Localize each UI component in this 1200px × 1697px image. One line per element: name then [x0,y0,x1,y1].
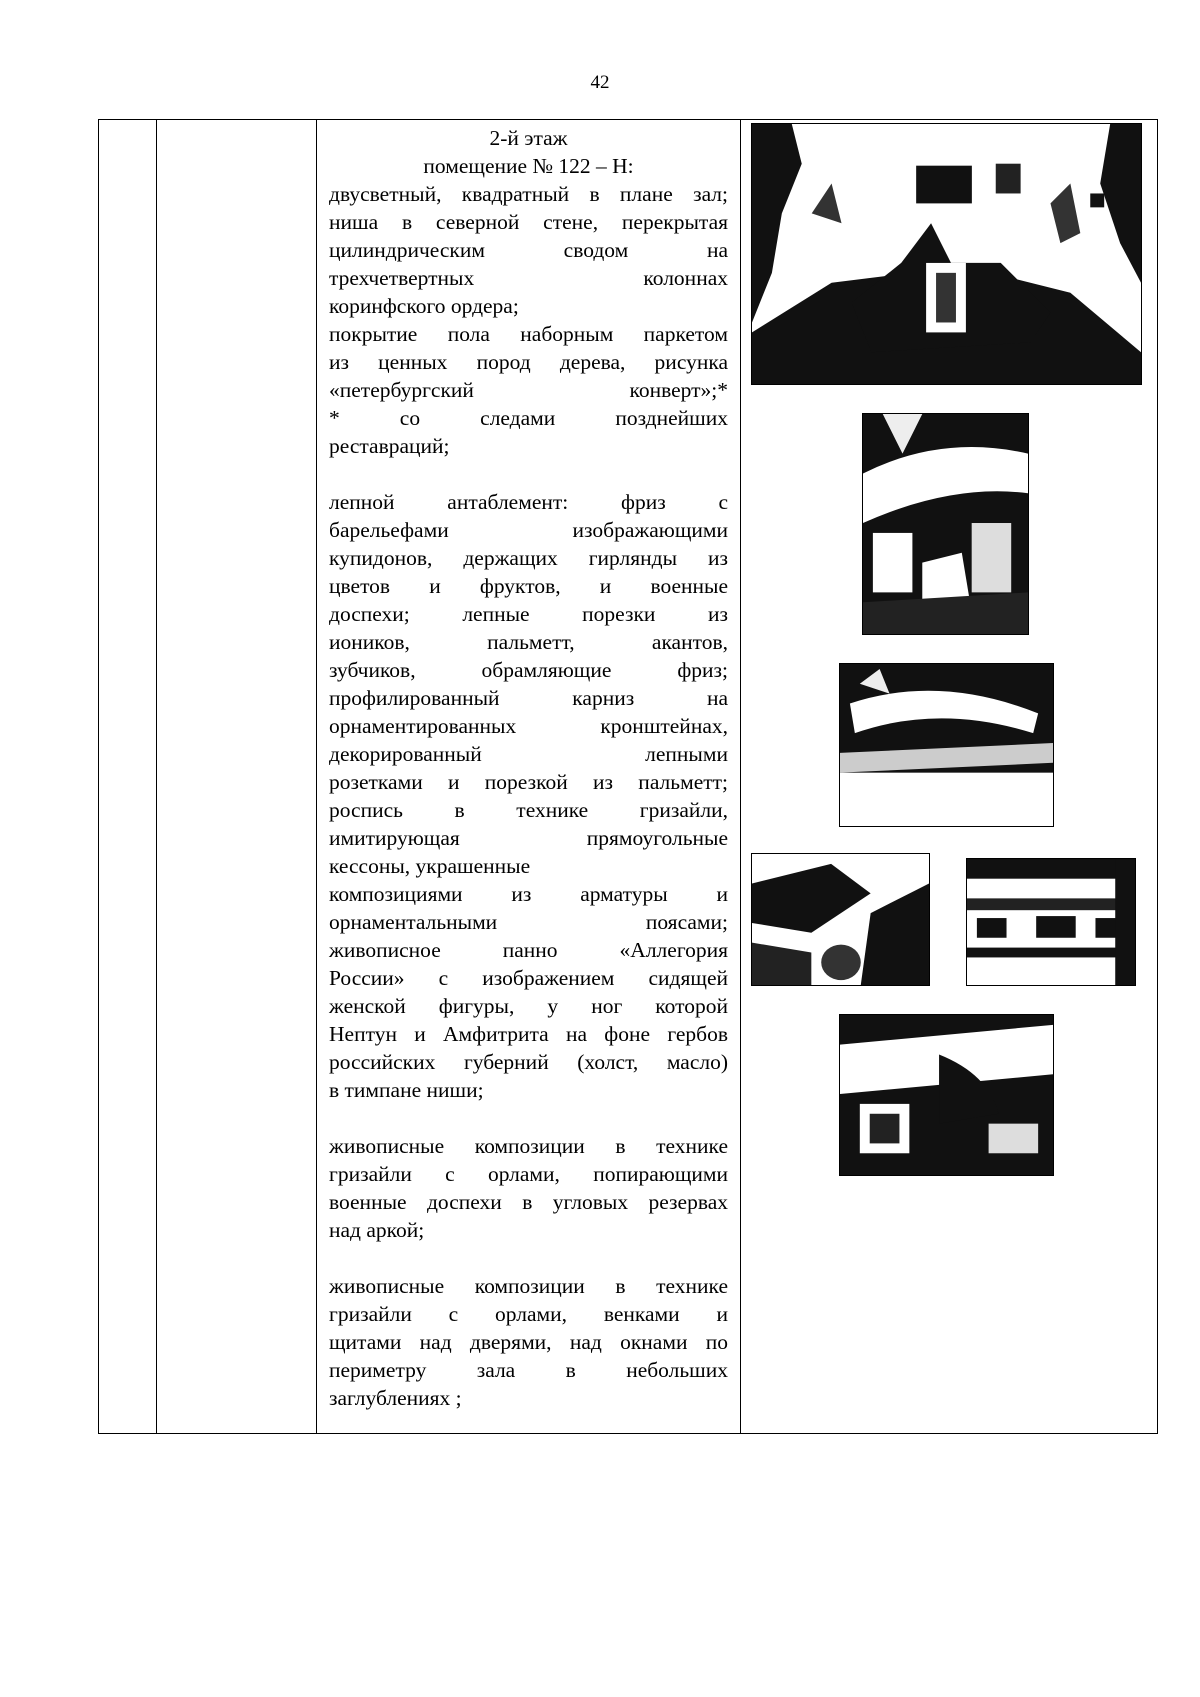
description-line: кессоны, украшенные [329,854,531,878]
paragraph-gap [329,460,728,488]
object-cell [157,120,317,1434]
photos-cell [741,120,1158,1434]
description-line: * со следами позднейших [329,406,728,430]
description-line: в тимпане ниши; [329,1078,484,1102]
description-line: женской фигуры, у ног которой [329,994,728,1018]
description-line: гризайли с орлами, попирающими [329,1162,728,1186]
monument-table [98,119,1158,1434]
description-line: живописное панно «Аллегория [329,938,728,962]
description-line: лепной антаблемент: фриз с [329,490,728,514]
description-line: декорированный лепными [329,742,728,766]
photo-frieze-detail [966,858,1136,986]
description-text [329,180,728,1412]
room-heading: помещение № 122 – Н: [423,154,634,178]
floor-heading: 2-й этаж [489,126,568,150]
description-line: российских губерний (холст, масло) [329,1050,728,1074]
description-line: периметру зала в небольших [329,1358,728,1382]
description-line: гризайли с орлами, венками и [329,1302,728,1326]
description-line: орнаментальными поясами; [329,910,728,934]
description-line: реставраций; [329,434,450,458]
description-line: коринфского ордера; [329,294,519,318]
description-line: барельефами изображающими [329,518,728,542]
description-line: покрытие пола наборным паркетом [329,322,728,346]
photo-ceiling-vault-detail [862,413,1029,635]
description-line: щитами над дверями, над окнами по [329,1330,728,1354]
description-line: ниша в северной стене, перекрытая [329,210,728,234]
table-row [99,120,1158,1434]
description-line: композициями из арматуры и [329,882,728,906]
description-line: цилиндрическим сводом на [329,238,728,262]
description-line: «петербургский конверт»;* [329,378,728,402]
description-line: трехчетвертных колоннах [329,266,728,290]
photo-cornice-detail [839,663,1054,827]
description-line: Нептун и Амфитрита на фоне гербов [329,1022,728,1046]
description-line: купидонов, держащих гирлянды из [329,546,728,570]
description-line: доспехи; лепные порезки из [329,602,728,626]
description-line: из ценных пород дерева, рисунка [329,350,728,374]
paragraph-gap [329,1104,728,1132]
description-line: военные доспехи в угловых резервах [329,1190,728,1214]
description-line: орнаментированных кронштейнах, [329,714,728,738]
description-line: цветов и фруктов, и военные [329,574,728,598]
description-line: розетками и порезкой из пальметт; [329,770,728,794]
description-line: живописные композиции в технике [329,1274,728,1298]
description-line: роспись в технике гризайли, [329,798,728,822]
description-line: имитирующая прямоугольные [329,826,728,850]
description-line: над аркой; [329,1218,425,1242]
photo-hall-overview [751,123,1142,385]
description-line: живописные композиции в технике [329,1134,728,1158]
description-cell [317,120,741,1434]
photo-niche-view [839,1014,1054,1176]
description-line: двусветный, квадратный в плане зал; [329,182,728,206]
paragraph-gap [329,1244,728,1272]
description-line: заглублениях ; [329,1386,462,1410]
description-line: России» с изображением сидящей [329,966,728,990]
description-line: профилированный карниз на [329,686,728,710]
photo-ceiling-corner-detail [751,853,930,986]
number-cell [99,120,157,1434]
description-line: зубчиков, обрамляющие фриз; [329,658,728,682]
description-line: иоников, пальметт, акантов, [329,630,728,654]
page-number: 42 [590,72,610,93]
